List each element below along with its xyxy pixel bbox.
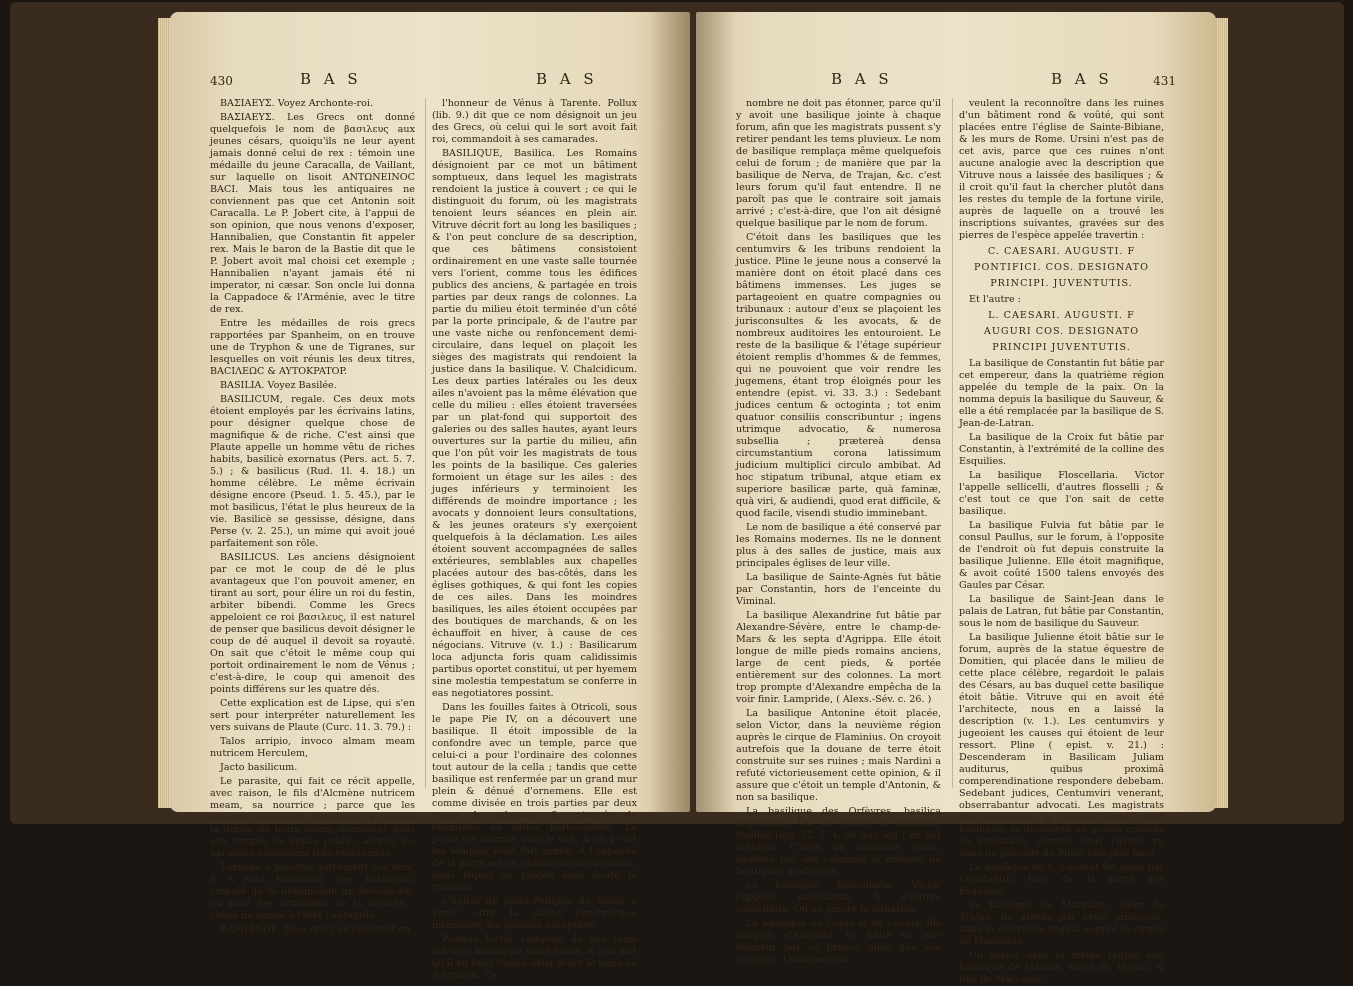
paragraph: Le nom de basilique a été conservé par les Romains modernes. Ils ne le donnent plus à des salles de justice, mais aux principales églises de leur ville. [736, 522, 941, 569]
column-rule [952, 98, 953, 788]
paragraph: AUGURI COS. DESIGNATO [983, 326, 1140, 337]
page-number: 430 [210, 74, 233, 88]
paragraph: veulent la reconnoître dans les ruines d'un bâtiment rond & voûté, qui sont placées entre l'église de Sainte-Bibiane, & les murs de Rome. Ursini n'est pas de cet avis, parce que ces ruines n'ont aucune analogie avec la description que Vitruve nous a laissée des basiliques ; & il croit qu'il faut la chercher plutôt dans les restes du temple de la fortune virile, auprès de laquelle on a trouvé les inscriptions suivantes, gravées sur des pierres de l'espèce appelée travertin : [959, 98, 1164, 241]
paragraph: Cette explication est de Lipse, qui s'en sert pour interpréter naturellement les vers suivans de Plaute (Curc. 11. 3. 79.) : [210, 698, 415, 733]
paragraph: La basilique Antonine étoit placée, selon Victor, dans la neuvième région auprès le cirque de Flaminius. On croyoit autrefois que la douane de terre étoit construite sur ses ruines ; mais Nardini a refuté victorieusement cette opinion, & il assure que c'étoit un temple d'Antonin, & non sa basilique. [736, 708, 941, 803]
paragraph: BASILINDE, fêtes que l'on célébroit en [220, 924, 411, 935]
paragraph: La basilique de Marciane, sœur de Trajan, fut élevée par cette princesse, dans la neuvième région auprès le cirque de Flaminius. [959, 900, 1164, 947]
paragraph: l'honneur de Vénus à Tarente. Pollux (lib. 9.) dit que ce nom désignoit un jeu des Grecs, où celui qui le sort avoit fait roi, commandoit à ses camarades. [432, 98, 637, 145]
right-page [696, 12, 1216, 985]
paragraph: BAΣIAEYΣ. Voyez Archonte-roi. [220, 98, 373, 109]
paragraph: BASILIA. Voyez Basilée. [220, 380, 337, 391]
paragraph: La basilique des Orfèvres, basilica argentaria. On en ignore la situation. Paullus (leg. 32, §. 4. de aur. leg.) en fait mention. C'étoit un bâtiment voûté, soutenu par des colonnes & entouré de boutiques d'orfèvres. [736, 806, 941, 877]
paragraph: L'église de Saint-Philippe du Roule à Paris, offre la même construction intérieure, les galeries exceptées. [432, 896, 637, 931]
left-column-1 [210, 98, 415, 935]
page-edges-right [1214, 18, 1228, 808]
paragraph: La basilique Julienne étoit bâtie sur le forum, auprès de la statue équestre de Domitien, qui placée dans le milieu de cette place célèbre, regardoit le palais des Césars, au bas duquel cette basilique étoit bâtie. Vitruve qui en avoit été l'architecte, nous en a laissé la description (v. 1.). Les centumvirs y jugeoient les causes qui étoient de leur ressort. Pline ( epist. v. 21.) : Descenderam in Basilicam Juliam auditurus, quibus proximâ comperendinatione respondere debebam. Sedebant judices, Centumviri venerant, obserrabantur advocati. Les magistrats qui rendoient la justice dans cette basilique, se divisoient en quatre comités ou tribunaux, comme nous l'avons vu dans un passage de Pline, cité plus haut. [959, 632, 1164, 859]
running-head: B A S [831, 70, 893, 88]
paragraph: BAΣIAEYΣ. Les Grecs ont donné quelquefois le nom de βασιλευς aux jeunes césars, quoiqu'ils ne leur ayent jamais donné celui de rex : témoin une médaille du jeune Caracalla, de Vaillant, sur laquelle on lisoit ANTΩNEINOC BACI. Mais tous les antiquaires ne conviennent pas que cet Antonin soit Caracalla. Le P. Jobert cite, à l'appui de son opinion, que nous venons d'exposer, Hannibalien, que Constantin fit appeler rex. Mais le baron de la Bastie dit que le P. Jobert avoit mal choisi cet exemple ; Hannibalien n'ayant jamais été ni imperator, ni cæsar. Son oncle lui donna la Cappadoce & l'Arménie, avec le titre de rex. [210, 112, 415, 315]
paragraph: La basilique de Sainte-Agnès fut bâtie par Constantin, hors de l'enceinte du Viminal. [736, 572, 941, 607]
paragraph: C. CAESARI. AUGUSTI. F [987, 246, 1136, 257]
left-page [170, 12, 690, 981]
paragraph: La basilique Fulvia fut bâtie par le consul Paullus, sur le forum, à l'opposite de l'endroit où fut depuis construite la basilique Julienne. Elle étoit magnifique, & avoit coûté 1500 talens envoyés des Gaules par César. [959, 520, 1164, 591]
paragraph: Entre les médailles de rois grecs rapportées par Spanheim, on en trouve une de Tryphon & une de Tigranes, sur lesquelles on voit réunis les deux titres, BACIΛEΩC & AYTOKPATOP. [210, 318, 415, 377]
paragraph: Talos arripio, invoco almam meam nutricem Herculem, [210, 736, 415, 759]
paragraph: On voyoit dans la même région une basilique de Matidie, nièce de Trajan, & fille de Marciane. [959, 950, 1164, 985]
paragraph: La basilique de Caius & de Lucius, fils adoptifs d'Auguste, fut bâtie en leur honneur par ce prince, ainsi que son portique. Quelques-uns [736, 918, 941, 965]
paragraph: PRINCIPI. JUVENTUTIS. [990, 278, 1133, 289]
left-page-header [210, 70, 650, 98]
paragraph: Turnèbe a ponctué autrement ces vers, & a joint Herculem avec basilicum, croyant qu'ils désignoient un hercule-roi, ou paré des ornemens de la royauté ; chose inconnue à toute l'antiquité. [210, 862, 415, 921]
right-column-2 [959, 98, 1164, 985]
paragraph: La basilique de Saint-Jean dans le palais de Latran, fut bâtie par Constantin, sous le nom de basilique du Sauveur. [959, 594, 1164, 629]
open-book [10, 2, 1344, 985]
paragraph: PRINCIPI JUVENTUTIS. [992, 342, 1131, 353]
paragraph: Jacto basilicum. [220, 762, 298, 773]
paragraph: BASILICUS. Les anciens désignoient par ce mot le coup de dé le plus avantageux que l'on pouvoit amener, en tirant au sort, pour élire un roi du festin, arbiter bibendi. Comme les Grecs appeloient ce roi βασιλευς, il est naturel de penser que basilicus devoit désigner le coup de dé auquel il devoit sa royauté. On sait que c'étoit le même coup qui portoit ordinairement le nom de Vénus ; c'est-à-dire, le coup qui amenoit des points différens sur les quatre dés. [210, 552, 415, 695]
paragraph: L. CAESARI. AUGUSTI. F [988, 310, 1135, 321]
paragraph: La basilique de S. Laurent fut bâtie par Constantin, hors de la porte des Esquilies. [959, 862, 1164, 897]
paragraph: La basilique Boscellaria. Victor l'appelle vascellaria, & d'autres vassellaria. On en ignore la situation. [736, 880, 941, 915]
paragraph: Le parasite, qui fait ce récit appelle, avec raison, le fils d'Alcmène nutricem meam, sa nourrice ; parce que les anciens consacrant quelquefois à ce dieu la dixme de leurs biens, donnoient dans son temple un repas public, auquel les parasites assistoient très-exactement. [210, 776, 415, 859]
left-column-2 [432, 98, 637, 981]
right-page-header [736, 70, 1176, 98]
paragraph: C'étoit dans les basiliques que les centumvirs & les tribuns rendoient la justice. Pline le jeune nous a conservé la manière dont on étoit placé dans ces bâtimens immenses. Les juges se partageoient en quatre compagnies ou tribunaux : autour d'eux se plaçoient les jurisconsultes & les avocats, & de nombreux auditoires les entouroient. Le reste de la basilique & l'étage supérieur étoient remplis d'hommes & de femmes, qui ne pouvoient que voir rendre les jugemens, étant trop éloignés pour les entendre (epist. vi. 33. 3.) : Sedebant judices centum & octoginta ; tot enim quatuor consiliis conscribuntur ; ingens utrimque advocatio, & numerosa subsellia ; prætereà densa circumstantium corona latissimum judicium multiplici circulo ambibat. Ad hoc stipatum tribunal, atque etiam ex superiore basilicæ parte, quà faminæ, quà viri, & audiendi, quod erat difficile, & quod facile, visendi studio imminebant. [736, 232, 941, 519]
paragraph: La basilique de Constantin fut bâtie par cet empereur, dans la quatrième région appelée du temple de la paix. On la nomma depuis la basilique du Sauveur, & elle a été remplacée par la basilique de S. Jean-de-Latran. [959, 358, 1164, 429]
paragraph: BASILIQUE, Basilica. Les Romains désignoient par ce mot un bâtiment somptueux, dans lequel les magistrats rendoient la justice à couvert ; ce qui le distinguoit du forum, où les magistrats tenoient leurs séances en plein air. Vitruve décrit fort au long les basiliques ; & l'on peut conclure de sa description, que ces bâtimens consistoient ordinairement en une vaste salle tournée vers l'orient, comme tous les édifices publics des anciens, & partagée en trois parties par deux rangs de colonnes. La partie du milieu étoit terminée d'un côté par la porte principale, & de l'autre par une vaste niche ou renfoncement demi-circulaire, dans lequel on plaçoit les sièges des magistrats qui rendoient la justice dans la basilique. V. Chalcidicum. Les deux parties latérales ou les deux ailes n'avoient pas la même élévation que celle du milieu : elles étoient traversées par un plat-fond qui supportoit des galeries ou des salles hautes, ayant leurs ouvertures sur la partie du milieu, afin que l'on pût voir les magistrats de tous les points de la basilique. Ces galeries formoient un étage sur les ailes : des juges inférieurs y terminoient les différends de moindre importance ; les avocats y donnoient leurs consultations, & les jeunes orateurs s'y exerçoient quelquefois à la déclamation. Les ailes étoient souvent accompagnées de salles extérieures, semblables aux chapelles placées autour des bas-côtés, dans les églises gothiques, & qui font les copies de ces ailes. Dans les moindres basiliques, les ailes étoient occupées par des boutiques de marchands, & on les échauffoit en hiver, à cause de ces négocians. Vitruve (v. 1.) : Basilicarum loca adjuncta foris quam calidissimis partibus oportet constitui, ut per hyemem sine molestia tempestatum se conferre in eas negotiatores possint. [432, 148, 637, 699]
paragraph: La basilique Floscellaria. Victor l'appelle sellicelli, d'autres flosselli ; & c'est tout ce que l'on sait de cette basilique. [959, 470, 1164, 517]
paragraph: Dans les fouilles faites à Otricoli, sous le pape Pie IV, on a découvert une basilique. Il étoit impossible de la confondre avec un temple, parce que celui-ci a pour l'ordinaire des colonnes tout autour de la cella ; tandis que cette basilique est renfermée par un grand mur plein & dénué d'ornemens. Elle est comme divisée en trois parties par deux rangs de colonnes, & entourée de chambres ou salles particulières. La porte est tournée vers le sud, & on y voit les temples étoit fort ornée. A l'opposite de la porte est un enfoncement circulaire, dans lequel on plaçoit sans doute le tribunal. [432, 702, 637, 893]
paragraph: Publius Victor comptoit de son tems dix-neuf basiliques dans Rome, & l'on sait qu'il en étoit tombé deux avant le tems où il écrivoit. Ce [432, 934, 637, 981]
paragraph: nombre ne doit pas étonner, parce qu'il y avoit une basilique jointe à chaque forum, afin que les magistrats pussent s'y retirer pendant les tems pluvieux. Le nom de basilique remplaça même quelquefois celui de forum ; de manière que par la basilique de Nerva, de Trajan, &c. c'est leurs forum qu'il faut entendre. Il ne paroît pas que le contraire soit jamais arrivé ; c'est-à-dire, que l'on ait désigné quelque basilique par le nom de forum. [736, 98, 941, 229]
paragraph: PONTIFICI. COS. DESIGNATO [974, 262, 1149, 273]
page-number: 431 [1153, 74, 1176, 88]
paragraph: BASILICUM, regale. Ces deux mots étoient employés par les écrivains latins, pour désigner quelque chose de magnifique & de riche. C'est ainsi que Plaute appelle un homme vêtu de riches habits, basilicè exornatus (Pers. act. 5. 7. 5.) ; & basilicus (Rud. 1l. 4. 18.) un homme célèbre. Le même écrivain désigne encore (Pseud. 1. 5. 45.), par le mot basilicus, l'état le plus heureux de la vie. Basilicè se gessisse, désigne, dans Perse (v. 2. 25.), un mime qui avoit joué parfaitement son rôle. [210, 394, 415, 549]
column-rule [425, 98, 426, 788]
paragraph: La basilique Alexandrine fut bâtie par Alexandre-Sévère, entre le champ-de-Mars & les septa d'Agrippa. Elle étoit longue de mille pieds romains anciens, large de cent pieds, & portée entièrement sur des colonnes. La mort trop prompte d'Alexandre empêcha de la voir finir. Lampride, ( Alexs.-Sév. c. 26. ) [736, 610, 941, 705]
paragraph: Et l'autre : [969, 294, 1021, 305]
right-column-1 [736, 98, 941, 965]
paragraph: La basilique de la Croix fut bâtie par Constantin, à l'extrémité de la colline des Esquilies. [959, 432, 1164, 467]
running-head: B A S [1051, 70, 1113, 88]
running-head: B A S [300, 70, 362, 88]
running-head: B A S [536, 70, 598, 88]
